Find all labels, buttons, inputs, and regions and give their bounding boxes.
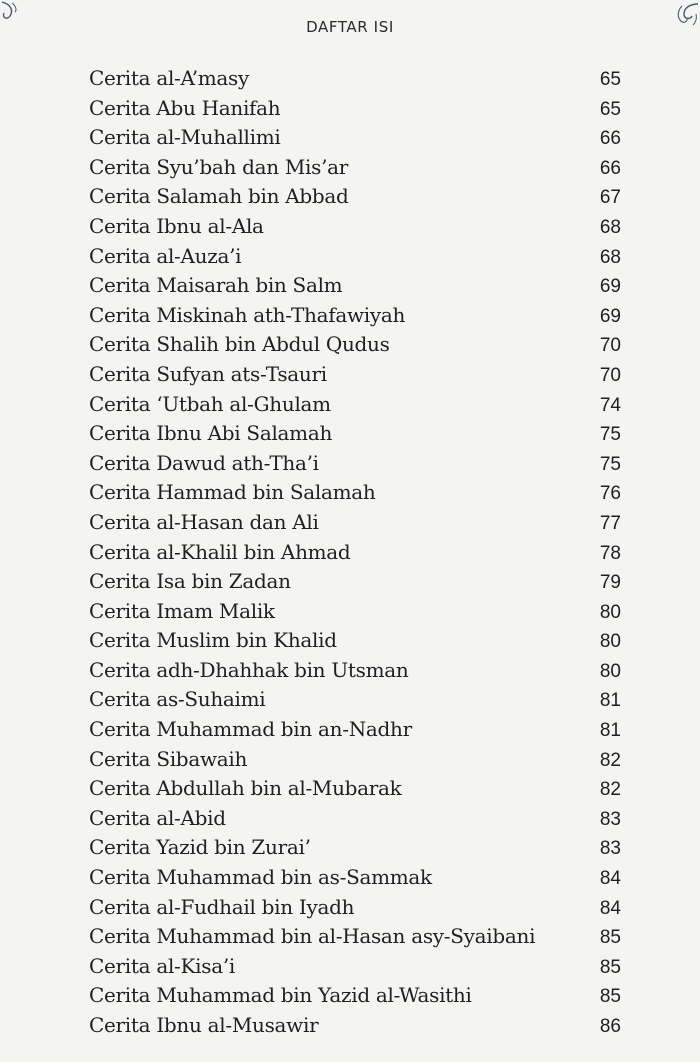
toc-entry-page-number: 66 — [599, 157, 621, 179]
toc-entry — [89, 301, 621, 331]
toc-entry-page-number: 82 — [599, 779, 621, 801]
toc-entry-page-number: 74 — [599, 394, 621, 416]
toc-entry-page-number: 66 — [599, 128, 621, 150]
toc-entry-title: Cerita Isa bin Zadan — [89, 569, 291, 594]
toc-entry — [89, 153, 621, 183]
toc-entry-title: Cerita Muslim bin Khalid — [89, 628, 337, 653]
toc-entry-page-number: 84 — [599, 868, 621, 890]
toc-entry-page-number: 65 — [599, 69, 621, 90]
toc-entry — [89, 833, 621, 863]
toc-entry-title: Cerita Salamah bin Abbad — [89, 184, 349, 209]
toc-entry-page-number: 79 — [599, 572, 621, 594]
toc-entry-title: Cerita Muhammad bin an-Nadhr — [89, 717, 412, 742]
toc-entry-title: Cerita Abdullah bin al-Mubarak — [89, 776, 402, 801]
toc-entry-title: Cerita Dawud ath-Tha’i — [89, 450, 319, 475]
toc-entry-title: Cerita Sibawaih — [89, 746, 248, 771]
toc-entry-title: Cerita Maisarah bin Salm — [89, 273, 343, 298]
toc-entry-page-number: 85 — [599, 927, 621, 949]
toc-entry — [89, 123, 621, 153]
toc-entry-title: Cerita Abu Hanifah — [89, 95, 281, 120]
toc-entry — [89, 64, 621, 94]
toc-entry-title: Cerita as-Suhaimi — [89, 687, 266, 712]
toc-entry-page-number: 69 — [599, 305, 621, 327]
toc-entry-page-number: 80 — [599, 601, 621, 623]
toc-entry — [89, 478, 621, 508]
toc-entry-title: Cerita al-Kisa’i — [89, 953, 235, 978]
toc-entry — [89, 597, 621, 627]
toc-entry-page-number: 65 — [599, 98, 621, 120]
toc-entry — [89, 685, 621, 715]
toc-entry — [89, 952, 621, 982]
toc-entry-title: Cerita Hammad bin Salamah — [89, 480, 376, 505]
page-title: DAFTAR ISI — [306, 18, 394, 36]
toc-entry-page-number: 75 — [599, 424, 621, 446]
toc-entry-page-number: 85 — [599, 956, 621, 978]
toc-entry — [89, 804, 621, 834]
toc-entry — [89, 893, 621, 923]
toc-entry-page-number: 69 — [599, 276, 621, 298]
toc-entry — [89, 1011, 621, 1041]
toc-entry-title: Cerita al-Fudhail bin Iyadh — [89, 894, 355, 919]
toc-entry — [89, 390, 621, 420]
toc-entry — [89, 656, 621, 686]
toc-entry-title: Cerita adh-Dhahhak bin Utsman — [89, 657, 409, 682]
toc-entry — [89, 745, 621, 775]
toc-entry — [89, 182, 621, 212]
toc-entry-title: Cerita Syu’bah dan Mis’ar — [89, 154, 349, 179]
toc-entry-title: Cerita al-Abid — [89, 805, 226, 830]
toc-entry — [89, 508, 621, 538]
toc-entry — [89, 626, 621, 656]
toc-entry-page-number: 77 — [599, 512, 621, 534]
toc-entry-title: Cerita Ibnu al-Ala — [89, 213, 264, 238]
toc-entry — [89, 538, 621, 568]
toc-entry-title: Cerita al-Muhallimi — [89, 125, 281, 150]
toc-entry-page-number: 75 — [599, 453, 621, 475]
toc-entry-page-number: 68 — [599, 216, 621, 238]
toc-entry-page-number: 70 — [599, 364, 621, 386]
toc-entry-title: Cerita Sufyan ats-Tsauri — [89, 361, 327, 386]
toc-entry-page-number: 81 — [599, 690, 621, 712]
toc-entry-title: Cerita Muhammad bin al-Hasan asy-Syaibani — [89, 924, 536, 949]
toc-entry — [89, 567, 621, 597]
toc-entry — [89, 242, 621, 272]
toc-entry-page-number: 78 — [599, 542, 621, 564]
toc-entry-title: Cerita Ibnu al-Musawir — [89, 1013, 319, 1037]
toc-entry-page-number: 84 — [599, 897, 621, 919]
toc-entry-page-number: 82 — [599, 749, 621, 771]
toc-entry-title: Cerita Ibnu Abi Salamah — [89, 421, 333, 446]
toc-entry — [89, 863, 621, 893]
toc-entry-title: Cerita Miskinah ath-Thafawiyah — [89, 302, 406, 327]
toc-entry — [89, 981, 621, 1011]
toc-entry-title: Cerita Muhammad bin as-Sammak — [89, 865, 432, 890]
toc-entry-page-number: 80 — [599, 660, 621, 682]
toc-entry-page-number: 83 — [599, 838, 621, 860]
toc-entry-page-number: 68 — [599, 246, 621, 268]
toc-entry-page-number: 81 — [599, 720, 621, 742]
toc-entry — [89, 419, 621, 449]
toc-entry-title: Cerita Shalih bin Abdul Qudus — [89, 332, 390, 357]
toc-entry-page-number: 83 — [599, 808, 621, 830]
toc-entry-title: Cerita al-A’masy — [89, 66, 250, 90]
toc-entry — [89, 922, 621, 952]
toc-entry-title: Cerita al-Khalil bin Ahmad — [89, 539, 351, 564]
toc-entry — [89, 774, 621, 804]
toc-entry — [89, 330, 621, 360]
toc-entry-title: Cerita Imam Malik — [89, 598, 275, 623]
toc-entry-title: Cerita al-Auza’i — [89, 243, 242, 268]
toc-entry-title: Cerita ‘Utbah al-Ghulam — [89, 391, 331, 416]
toc-entry — [89, 94, 621, 124]
toc-entry — [89, 212, 621, 242]
table-of-contents — [89, 64, 621, 1041]
toc-entry — [89, 449, 621, 479]
toc-entry-page-number: 86 — [599, 1016, 621, 1037]
toc-entry-page-number: 85 — [599, 986, 621, 1008]
toc-entry — [89, 715, 621, 745]
toc-entry-title: Cerita Yazid bin Zurai’ — [89, 835, 311, 860]
toc-entry-title: Cerita al-Hasan dan Ali — [89, 509, 319, 534]
toc-entry-title: Cerita Muhammad bin Yazid al-Wasithi — [89, 983, 472, 1008]
toc-entry-page-number: 80 — [599, 631, 621, 653]
toc-entry-page-number: 70 — [599, 335, 621, 357]
toc-entry — [89, 271, 621, 301]
toc-entry-page-number: 67 — [599, 187, 621, 209]
toc-entry — [89, 360, 621, 390]
toc-entry-page-number: 76 — [599, 483, 621, 505]
